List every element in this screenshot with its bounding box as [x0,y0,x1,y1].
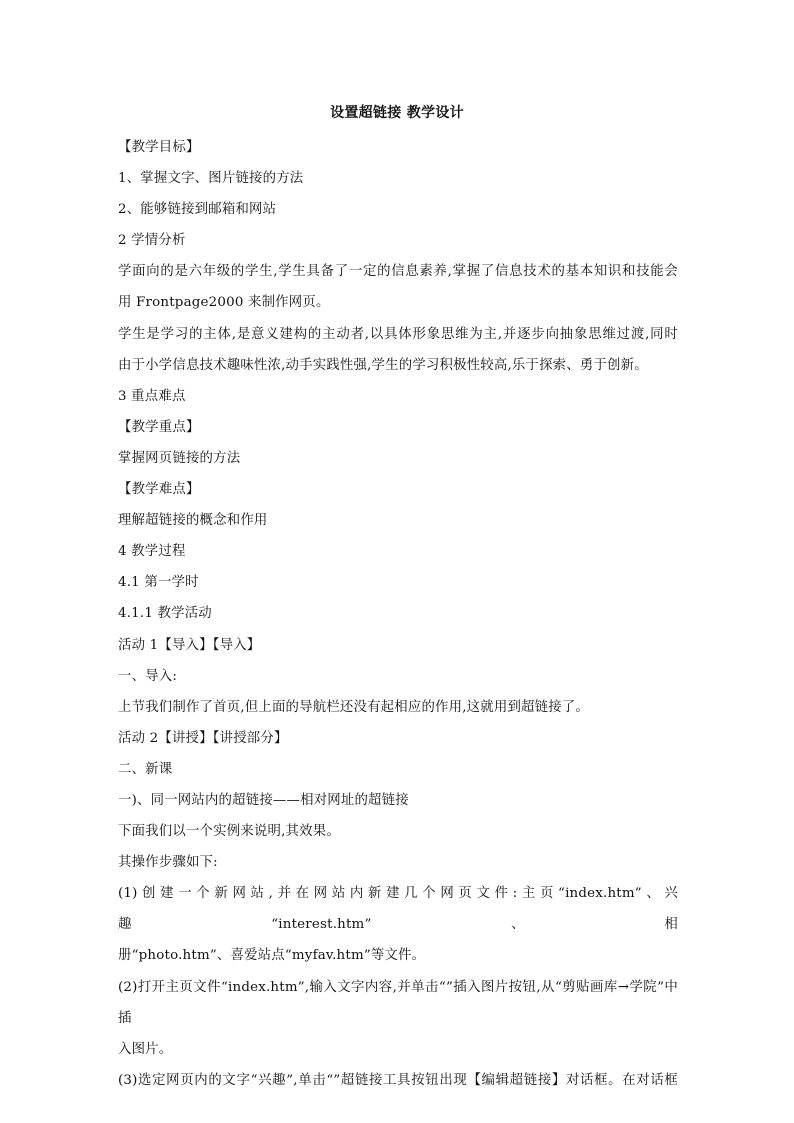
document-title: 设置超链接 教学设计 [330,105,464,121]
paragraph-line: (3)选定网页内的文字“兴趣”,单击“”超链接工具按钮出现【编辑超链接】对话框。在对话框 [118,1072,678,1088]
section-heading-key-points: 3 重点难点 [118,388,186,404]
paragraph-line: 由于小学信息技术趣味性浓,动手实践性强,学生的学习积极性较高,乐于探索、勇于创新。 [118,357,648,373]
paragraph-line: 学生是学习的主体,是意义建构的主动者,以具体形象思维为主,并逐步向抽象思维过渡,同时 [118,326,678,342]
paragraph-line: 下面我们以一个实例来说明,其效果。 [118,824,340,840]
goal-item-1: 1、掌握文字、图片链接的方法 [118,171,304,187]
paragraph-line: (2)打开主页文件“index.htm”,输入文字内容,并单击“”插入图片按钮,从“剪贴画库→学院”中插 [118,979,678,1026]
activity-heading: 活动 1【导入】【导入】 [118,637,261,653]
paragraph-line: 其操作步骤如下: [118,855,218,871]
subsection-heading: 4.1.1 教学活动 [118,606,212,622]
paragraph-line: 掌握网页链接的方法 [118,450,241,466]
paragraph-line: 上节我们制作了首页,但上面的导航栏还没有起相应的作用,这就用到超链接了。 [118,699,589,715]
subsection-heading: 4.1 第一学时 [118,575,199,591]
paragraph-line: 二、新课 [118,761,173,777]
section-heading-student-analysis: 2 学情分析 [118,233,186,249]
paragraph-line: 入图片。 [118,1041,173,1057]
paragraph-line: 册“photo.htm”、喜爱站点“myfav.htm”等文件。 [118,948,426,964]
paragraph-line: (1)创建一个新网站,并在网站内新建几个网页文件:主页“index.htm”、兴趣“interest.htm”、相 [118,886,678,933]
paragraph-line: 用 Frontpage2000 来制作网页。 [118,295,330,311]
section-heading-teaching-process: 4 教学过程 [118,544,186,560]
activity-heading: 活动 2【讲授】【讲授部分】 [118,730,288,746]
paragraph-line: 理解超链接的概念和作用 [118,513,268,529]
heading-teaching-goals: 【教学目标】 [118,140,200,155]
paragraph-line: 学面向的是六年级的学生,学生具备了一定的信息素养,掌握了信息技术的基本知识和技能会 [118,264,678,280]
paragraph-line: 一、导入: [118,668,178,684]
goal-item-2: 2、能够链接到邮箱和网站 [118,202,277,218]
heading-teaching-focus: 【教学重点】 [118,419,200,435]
paragraph-line: 一)、同一网站内的超链接——相对网址的超链接 [118,792,409,808]
document-body [118,132,678,1096]
heading-teaching-difficulty: 【教学难点】 [118,482,200,498]
